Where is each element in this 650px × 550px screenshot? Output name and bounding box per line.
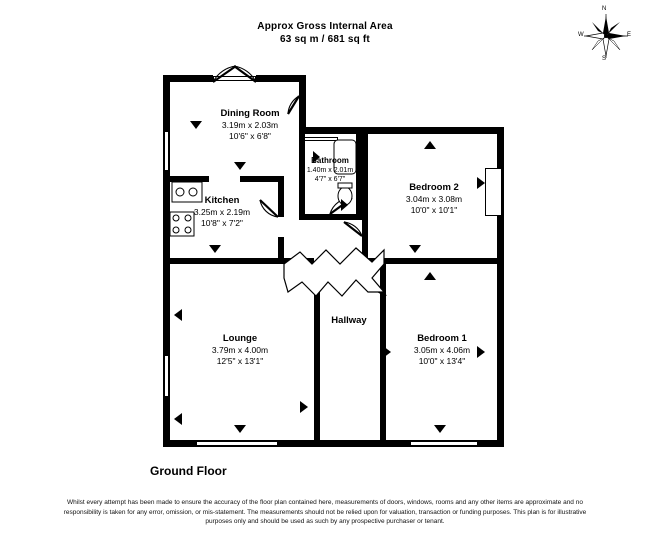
room-name: Kitchen xyxy=(204,195,240,206)
compass-label-east: E xyxy=(627,32,632,38)
room-name: Lounge xyxy=(222,333,258,344)
area-value-line: 63 sq m / 681 sq ft xyxy=(280,34,370,45)
room-name: Bedroom 2 xyxy=(409,182,459,193)
room-metric: 3.05m x 4.06m xyxy=(413,345,471,355)
room-label-bedroom-2 xyxy=(372,182,496,216)
room-imperial: 10'0" x 13'4" xyxy=(418,356,466,366)
marker-arrow-12 xyxy=(300,401,308,413)
room-metric: 3.04m x 3.08m xyxy=(405,194,463,204)
room-name: Bedroom 1 xyxy=(417,333,467,344)
hallway-recess-shape xyxy=(284,248,384,296)
door-leaf-dining-left xyxy=(213,66,236,82)
marker-arrow-6 xyxy=(424,272,436,280)
disclaimer-text: Whilst every attempt has been made to ensure the accuracy of the floor plan contained here, measurements of doors, windows, rooms and any other items are approximate and no responsibility is taken for any error, omission, or mis-statement. The measurements should not be relied upon for valuation, transaction or funding purposes. This plan is for illustrative purposes only and should be used as such by any prospective purchaser or tenant. xyxy=(63,499,587,525)
room-label-bedroom-1 xyxy=(388,333,496,367)
room-name: Bathroom xyxy=(311,156,349,165)
marker-arrow-10 xyxy=(174,413,182,425)
room-imperial: 10'0" x 10'1" xyxy=(410,205,458,215)
marker-arrow-3 xyxy=(209,245,221,253)
marker-arrow-4 xyxy=(424,141,436,149)
room-metric: 3.19m x 2.03m xyxy=(221,120,279,130)
door-leaf-bedroom2 xyxy=(344,222,362,236)
compass-label-north: N xyxy=(602,6,607,12)
floor-label: Ground Floor xyxy=(150,464,227,478)
marker-arrow-5 xyxy=(409,245,421,253)
marker-arrow-9 xyxy=(174,309,182,321)
room-imperial: 10'8" x 7'2" xyxy=(201,218,243,228)
room-imperial: 12'5" x 13'1" xyxy=(216,356,264,366)
room-label-lounge xyxy=(180,333,300,367)
wc-pan xyxy=(338,187,352,205)
room-label-hallway xyxy=(318,315,380,327)
room-name: Hallway xyxy=(331,315,367,326)
room-label-kitchen xyxy=(166,195,278,229)
room-metric: 3.79m x 4.00m xyxy=(211,345,269,355)
room-label-bathroom xyxy=(289,156,371,184)
room-imperial: 4'7" x 6'7" xyxy=(314,176,346,183)
room-imperial: 10'6" x 6'8" xyxy=(229,131,271,141)
door-leaf-dining-right xyxy=(234,66,256,82)
room-metric: 3.25m x 2.19m xyxy=(193,207,251,217)
compass-label-south: S xyxy=(602,56,607,62)
area-title-line: Approx Gross Internal Area xyxy=(257,21,393,32)
marker-arrow-13 xyxy=(434,425,446,433)
compass-label-west: W xyxy=(578,32,584,38)
room-metric: 1.40m x 2.01m xyxy=(306,167,354,174)
marker-arrow-2 xyxy=(234,162,246,170)
room-label-dining-room xyxy=(190,108,310,142)
marker-arrow-11 xyxy=(234,425,246,433)
room-name: Dining Room xyxy=(220,108,280,119)
